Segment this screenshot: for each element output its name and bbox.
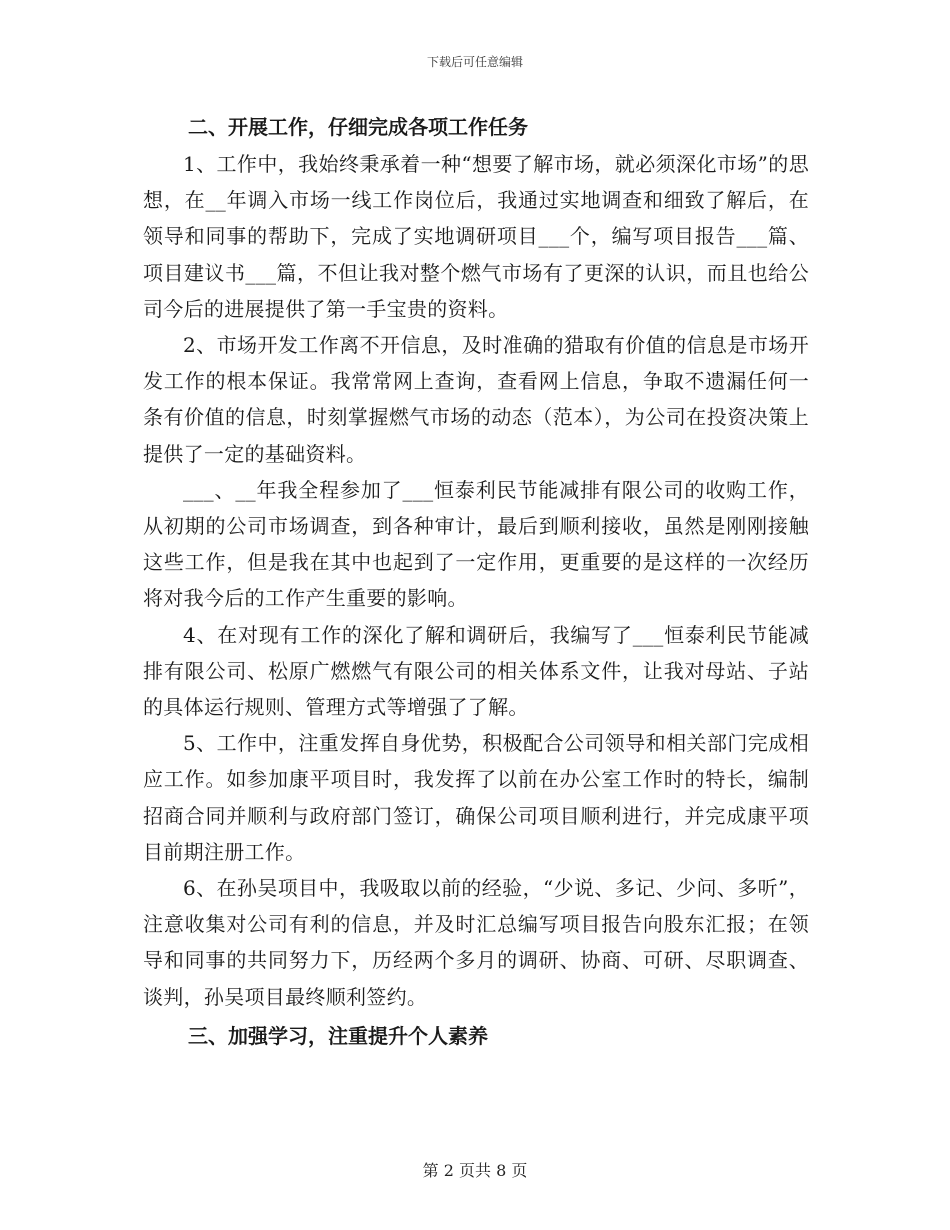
- paragraph-6: 6、在孙吴项目中，我吸取以前的经验，“少说、多记、少问、多听”，注意收集对公司有利的信息，并及时汇总编写项目报告向股东汇报；在领导和同事的共同努力下，历经两个多月的调研、协商、可研、尽职调查、谈判，孙吴项目最终顺利签约。: [143, 876, 809, 1009]
- page-footer: 第 2 页共 8 页: [422, 1161, 528, 1180]
- paragraph-3: ___、__年我全程参加了___恒泰利民节能减排有限公司的收购工作，从初期的公司市场调查，到各种审计，最后到顺利接收，虽然是刚刚接触这些工作，但是我在其中也起到了一定作用，更重要的是这样的一次经历将对我今后的工作产生重要的影响。: [143, 477, 809, 611]
- section-heading-2: 二、开展工作，仔细完成各项工作任务: [188, 115, 528, 139]
- section-heading-3: 三、加强学习，注重提升个人素养: [188, 1023, 488, 1048]
- paragraph-1: 1、工作中，我始终秉承着一种“想要了解市场，就必须深化市场”的思想，在__年调入市场一线工作岗位后，我通过实地调查和细致了解后，在领导和同事的帮助下，完成了实地调研项目___个，编写项目报告___篇、项目建议书___篇，不但让我对整个燃气市场有了更深的认识，而且也给公司今后的进展提供了第一手宝贵的资料。: [143, 152, 809, 321]
- paragraph-4: 4、在对现有工作的深化了解和调研后，我编写了___恒泰利民节能减排有限公司、松原广燃燃气有限公司的相关体系文件，让我对母站、子站的具体运行规则、管理方式等增强了了解。: [143, 622, 809, 720]
- document-body: [143, 108, 809, 1055]
- paragraph-2: 2、市场开发工作离不开信息，及时准确的猎取有价值的信息是市场开发工作的根本保证。我常常网上查询，查看网上信息，争取不遗漏任何一条有价值的信息，时刻掌握燃气市场的动态（范本），为公司在投资决策上提供了一定的基础资料。: [143, 333, 809, 466]
- paragraph-5: 5、工作中，注重发挥自身优势，积极配合公司领导和相关部门完成相应工作。如参加康平项目时，我发挥了以前在办公室工作时的特长，编制招商合同并顺利与政府部门签订，确保公司项目顺利进行，并完成康平项目前期注册工作。: [143, 731, 809, 864]
- page-header: 下载后可任意编辑: [426, 55, 523, 69]
